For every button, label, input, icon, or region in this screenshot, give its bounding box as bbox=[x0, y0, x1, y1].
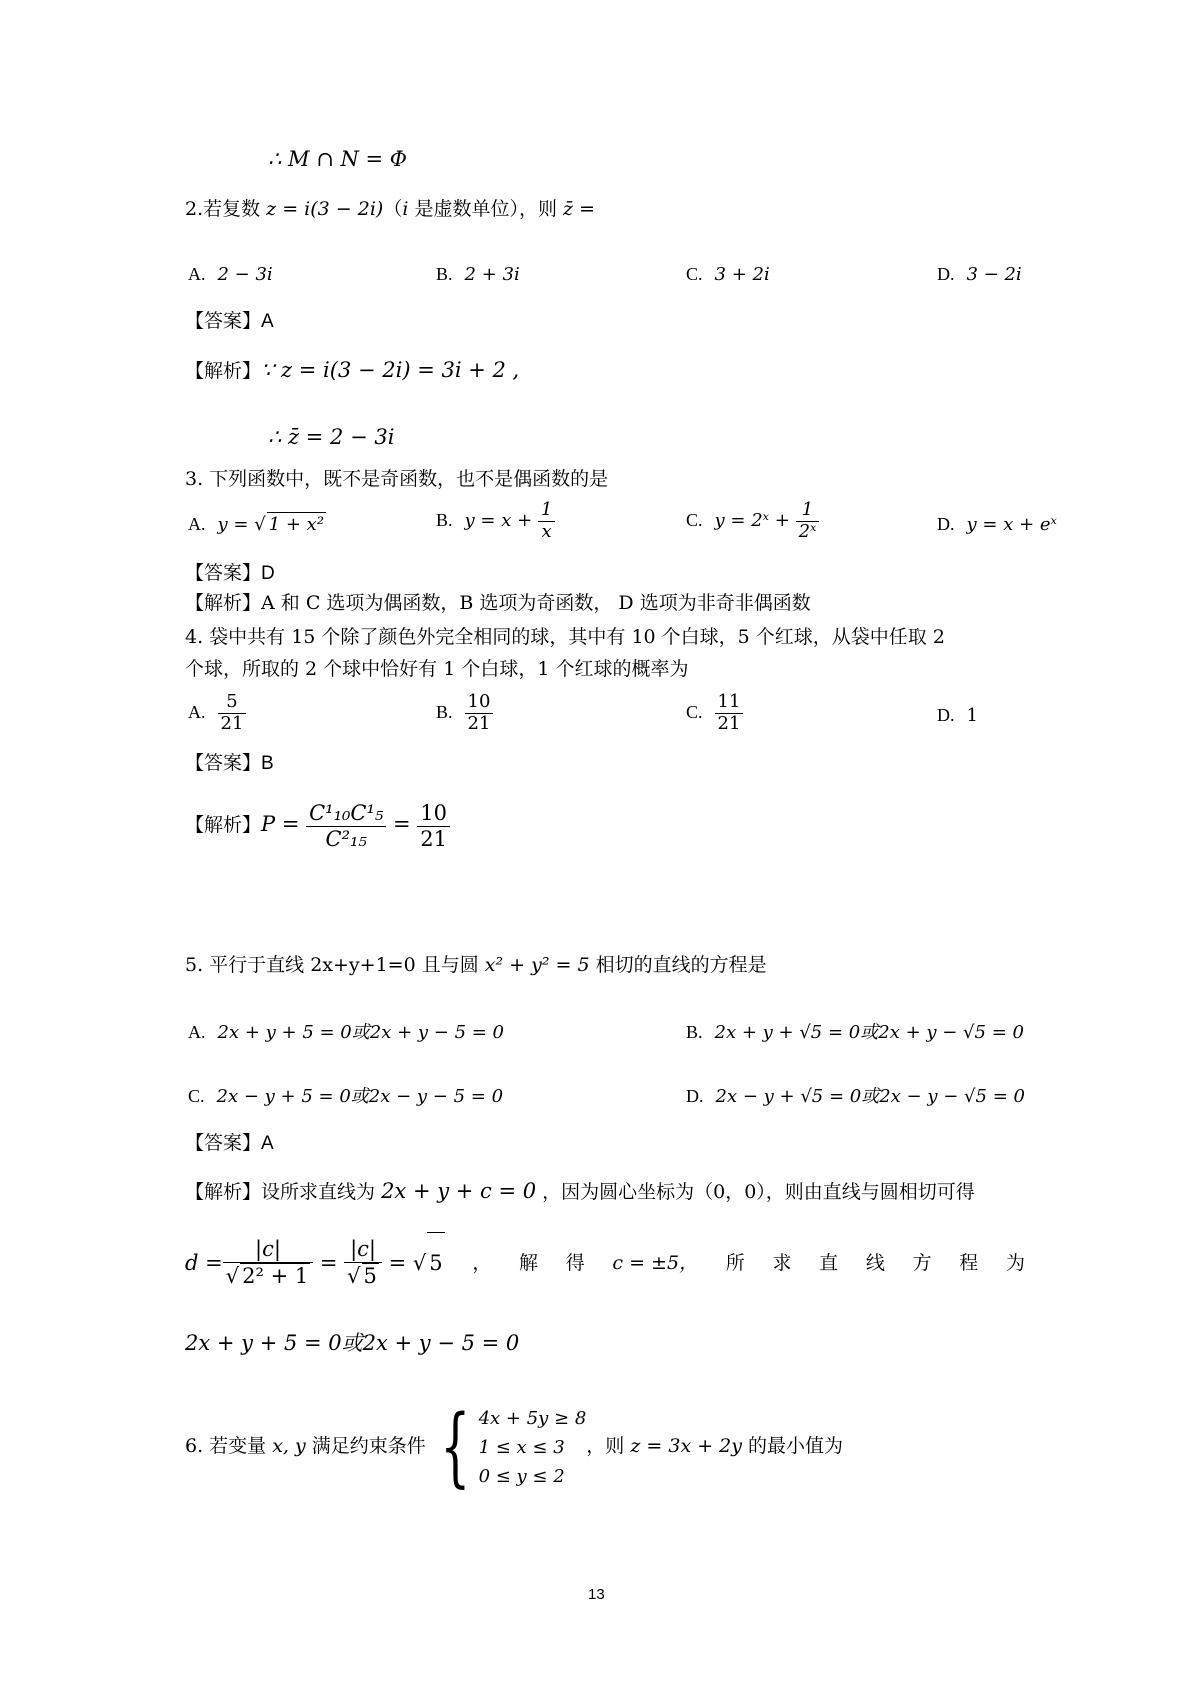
solve-word: 程 bbox=[959, 1251, 979, 1274]
sqrt-body: 5 bbox=[427, 1232, 444, 1293]
analysis-expr: ∵ z = i(3 − 2i) = 3i + 2 , bbox=[261, 358, 520, 382]
fraction bbox=[796, 500, 820, 542]
analysis-expr: 2x + y + c = 0 bbox=[381, 1179, 537, 1203]
fraction bbox=[538, 500, 555, 542]
fraction-numerator: 5 bbox=[218, 692, 247, 714]
constraint-list bbox=[479, 1404, 587, 1491]
q4-stem-line1: 4. 袋中共有 15 个除了颜色外完全相同的球，其中有 10 个白球，5 个红球，从袋中任取 2 bbox=[185, 626, 945, 648]
q5-option-d bbox=[686, 1084, 1025, 1109]
q2-paren-open: （ bbox=[383, 198, 403, 220]
solve-result: c = ±5， bbox=[612, 1251, 699, 1274]
option-value: 2x − y + 5 = 0或2x − y − 5 = 0 bbox=[216, 1086, 504, 1107]
q2-ask: z̄ = bbox=[563, 198, 596, 220]
fraction-denominator: √ 2² + 1 bbox=[225, 1263, 309, 1288]
constraint-system bbox=[432, 1397, 587, 1497]
option-label: D. bbox=[686, 1086, 704, 1106]
page-number: 13 bbox=[588, 1586, 605, 1603]
option-label: A. bbox=[188, 514, 206, 534]
constraint: 4x + 5y ≥ 8 bbox=[478, 1407, 587, 1429]
analysis-label: 【解析】 bbox=[185, 814, 262, 836]
solve-word: 线 bbox=[865, 1251, 885, 1274]
q2-answer bbox=[185, 308, 274, 335]
prob-symbol: P = bbox=[261, 812, 307, 836]
fraction bbox=[465, 692, 494, 734]
distance-symbol: d = bbox=[185, 1250, 223, 1275]
fraction-denominator: √ 5 bbox=[347, 1263, 377, 1288]
q6-objective: z = 3x + 2y bbox=[630, 1435, 742, 1457]
solve-word: 解 bbox=[519, 1251, 539, 1274]
solve-word: ， bbox=[472, 1251, 492, 1274]
fraction-numerator: C¹₁₀C¹₅ bbox=[306, 801, 386, 826]
fraction-denominator: 21 bbox=[420, 826, 448, 851]
q3-option-c bbox=[686, 500, 819, 542]
q2-option-b bbox=[436, 262, 520, 287]
option-label: A. bbox=[188, 702, 206, 723]
option-label: B. bbox=[436, 264, 453, 284]
option-label: D. bbox=[937, 264, 955, 284]
left-brace: { bbox=[440, 1397, 471, 1497]
result-fraction bbox=[417, 801, 450, 850]
solve-word: 方 bbox=[912, 1251, 932, 1274]
distance-fraction-2 bbox=[344, 1237, 382, 1287]
q2-analysis bbox=[185, 357, 519, 384]
answer-label: 【答案】 bbox=[185, 310, 262, 332]
constraint: 0 ≤ y ≤ 2 bbox=[478, 1465, 565, 1487]
q2-option-c bbox=[686, 262, 770, 287]
q3-option-a bbox=[188, 512, 326, 537]
fraction-denominator: 21 bbox=[467, 712, 491, 734]
q6-stem-mid: 满足约束条件 bbox=[305, 1435, 432, 1457]
option-label: B. bbox=[436, 510, 453, 531]
answer-label: 【答案】 bbox=[185, 752, 262, 774]
analysis-label: 【解析】 bbox=[185, 1181, 262, 1203]
option-value: 2x − y + √5 = 0或2x − y − √5 = 0 bbox=[715, 1086, 1025, 1107]
option-value: 2x + y + 5 = 0或2x + y − 5 = 0 bbox=[217, 1022, 505, 1043]
q5-distance-line bbox=[185, 1232, 1025, 1293]
q4-option-c bbox=[686, 692, 743, 734]
option-lhs: y = bbox=[217, 514, 255, 535]
option-value: 3 + 2i bbox=[714, 264, 770, 285]
q5-final-equation: 2x + y + 5 = 0或2x + y − 5 = 0 bbox=[185, 1331, 520, 1355]
fraction bbox=[218, 692, 247, 734]
option-lhs: y = 2ˣ + bbox=[714, 510, 796, 532]
q6-stem-suffix: ，则 bbox=[586, 1435, 631, 1457]
q3-stem: 3. 下列函数中，既不是奇函数，也不是偶函数的是 bbox=[185, 468, 609, 490]
solve-word: 为 bbox=[1005, 1251, 1025, 1274]
q2-expr: z = i(3 − 2i) bbox=[266, 198, 384, 220]
q3-option-d bbox=[937, 512, 1057, 537]
fraction-denominator: 2ˣ bbox=[798, 520, 817, 542]
sqrt-sign: √ bbox=[254, 514, 266, 535]
q6-vars: x, y bbox=[272, 1435, 306, 1457]
fraction-denominator: 21 bbox=[220, 712, 244, 734]
fraction-denominator: x bbox=[541, 520, 552, 542]
distance-fraction-1 bbox=[223, 1237, 313, 1287]
sqrt-body: 5 bbox=[363, 1263, 377, 1288]
q6-stem-prefix: 6. 若变量 bbox=[185, 1435, 273, 1457]
option-value: 2 − 3i bbox=[217, 264, 273, 285]
option-label: A. bbox=[188, 264, 206, 284]
q1-conclusion: ∴ M ∩ N = Φ bbox=[268, 147, 408, 171]
option-label: D. bbox=[937, 514, 955, 534]
constraint: 1 ≤ x ≤ 3 bbox=[478, 1436, 565, 1458]
answer-value: A bbox=[261, 311, 274, 332]
fraction-numerator: 1 bbox=[796, 500, 820, 522]
equals: = bbox=[386, 812, 418, 836]
q6-stem bbox=[185, 1397, 844, 1497]
option-label: D. bbox=[937, 705, 955, 725]
q3-analysis bbox=[185, 590, 811, 616]
solve-word: 求 bbox=[772, 1251, 792, 1274]
q5-analysis-line1 bbox=[185, 1178, 975, 1205]
answer-value: D bbox=[261, 563, 275, 584]
distance-formula bbox=[185, 1232, 445, 1293]
q2-stem bbox=[185, 196, 595, 222]
equals: = √ bbox=[381, 1250, 427, 1275]
answer-value: B bbox=[261, 753, 274, 774]
sqrt-body: 2² + 1 bbox=[242, 1263, 309, 1288]
q6-stem-suffix: 的最小值为 bbox=[741, 1435, 844, 1457]
solve-word: 得 bbox=[565, 1251, 585, 1274]
option-label: C. bbox=[188, 1086, 205, 1106]
q5-stem bbox=[185, 952, 767, 978]
option-value: 2 + 3i bbox=[464, 264, 520, 285]
q5-option-c bbox=[188, 1084, 503, 1109]
q4-answer bbox=[185, 750, 274, 777]
fraction-numerator: |c| bbox=[223, 1237, 313, 1262]
q4-option-d bbox=[937, 703, 978, 728]
answer-label: 【答案】 bbox=[185, 562, 262, 584]
analysis-label: 【解析】 bbox=[185, 592, 262, 614]
option-value: 1 bbox=[966, 705, 978, 726]
option-label: C. bbox=[686, 264, 703, 284]
q2-i-char: i bbox=[402, 198, 409, 220]
q2-option-d bbox=[937, 262, 1022, 287]
answer-value: A bbox=[261, 1133, 274, 1154]
q4-option-b bbox=[436, 692, 493, 734]
q5-option-b bbox=[686, 1020, 1024, 1045]
q3-option-b bbox=[436, 500, 555, 542]
q2-stem-prefix: 2.若复数 bbox=[185, 198, 267, 220]
option-label: B. bbox=[436, 702, 453, 723]
option-label: C. bbox=[686, 510, 703, 531]
fraction-numerator: 10 bbox=[465, 692, 494, 714]
q5-stem-suffix: 相切的直线的方程是 bbox=[589, 954, 767, 976]
answer-label: 【答案】 bbox=[185, 1132, 262, 1154]
analysis-text: 设所求直线为 bbox=[261, 1181, 382, 1203]
option-label: C. bbox=[686, 702, 703, 723]
option-value: 3 − 2i bbox=[966, 264, 1022, 285]
option-label: A. bbox=[188, 1022, 206, 1042]
q5-answer bbox=[185, 1130, 274, 1157]
q4-option-a bbox=[188, 692, 246, 734]
q5-circle-equation: x² + y² = 5 bbox=[484, 954, 590, 976]
option-lhs: y = x + bbox=[464, 510, 538, 532]
equals: = bbox=[313, 1250, 345, 1275]
q4-stem-line2: 个球，所取的 2 个球中恰好有 1 个白球，1 个红球的概率为 bbox=[185, 658, 689, 680]
q2-paren-text: 是虚数单位），则 bbox=[408, 198, 564, 220]
q5-option-a bbox=[188, 1020, 504, 1045]
q3-answer bbox=[185, 560, 275, 587]
q5-stem-prefix: 5. 平行于直线 2x+y+1=0 且与圆 bbox=[185, 954, 485, 976]
sqrt-body: 1 + x² bbox=[268, 514, 325, 535]
fraction-denominator: C²₁₅ bbox=[325, 826, 367, 851]
fraction-denominator: 21 bbox=[717, 712, 741, 734]
option-value: 2x + y + √5 = 0或2x + y − √5 = 0 bbox=[714, 1022, 1024, 1043]
q4-analysis bbox=[185, 794, 450, 855]
q2-option-a bbox=[188, 262, 273, 287]
fraction-numerator: 10 bbox=[417, 801, 450, 826]
q2-analysis-result: ∴ z̄ = 2 − 3i bbox=[268, 425, 395, 449]
fraction-numerator: 1 bbox=[538, 500, 555, 522]
fraction-numerator: 11 bbox=[715, 692, 744, 714]
solve-word: 直 bbox=[819, 1251, 839, 1274]
option-value: y = x + eˣ bbox=[966, 514, 1057, 535]
analysis-label: 【解析】 bbox=[185, 360, 262, 382]
analysis-text: A 和 C 选项为偶函数，B 选项为奇函数， D 选项为非奇非偶函数 bbox=[261, 592, 811, 614]
fraction-numerator: |c| bbox=[344, 1237, 382, 1262]
combination-fraction bbox=[306, 801, 386, 850]
fraction bbox=[715, 692, 744, 734]
solve-word: 所 bbox=[725, 1251, 745, 1274]
analysis-text: ，因为圆心坐标为（0，0），则由直线与圆相切可得 bbox=[536, 1181, 975, 1203]
option-label: B. bbox=[686, 1022, 703, 1042]
